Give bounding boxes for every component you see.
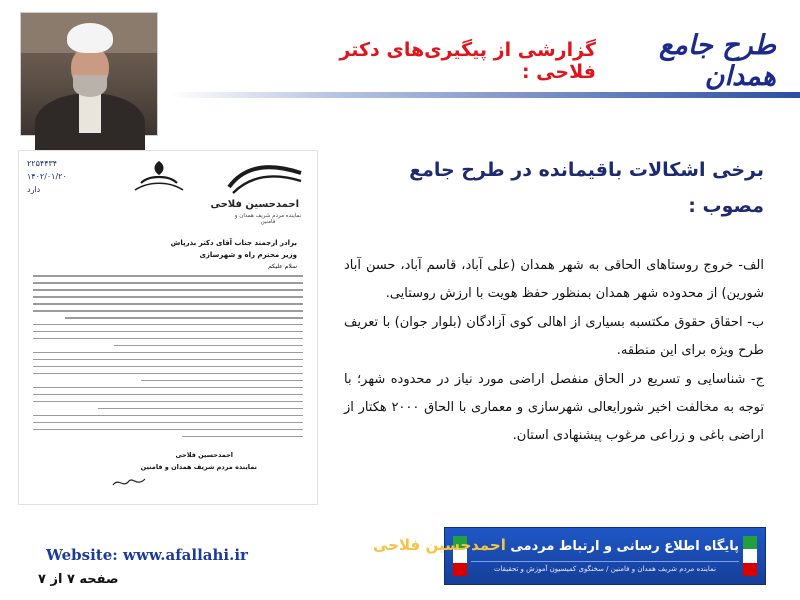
iran-flag-icon	[743, 536, 757, 576]
letter-signature-title: نماینده مردم شریف همدان و فامنین	[140, 463, 257, 471]
parliament-logo-icon	[127, 157, 191, 197]
website-link[interactable]: Website: www.afallahi.ir	[46, 546, 248, 564]
banner-divider	[471, 561, 739, 562]
banner-name: احمدحسین فلاحی	[373, 536, 506, 554]
letter-signature-name: احمدحسین فلاحی	[175, 451, 233, 459]
letter-reference: ۲۲۵۴۴۳۴ ۱۴۰۲/۰۱/۲۰ دارد	[27, 159, 67, 194]
page-number: صفحه ۷ از ۷	[38, 572, 119, 587]
content-item: ب- احقاق حقوق مکتسبه بسیاری از اهالی کوی آزادگان (بلوار جوان) با تعریف طرح ویژه برای این منطقه.	[344, 314, 764, 359]
letter-sender-name: احمدحسین فلاحی	[210, 199, 299, 210]
letter-body	[33, 275, 303, 443]
scanned-letter	[18, 150, 318, 505]
footer-banner	[373, 527, 766, 585]
content-item: ج- شناسایی و تسریع در الحاق منفصل اراضی مورد نیاز در محدوده شهر؛ با توجه به مخالفت اخیر شورایعالی شهرسازی و معماری با الحاق ۲۰۰۰ هکتار از اراضی باغی و زراعی مرغوب پیشنهادی استان.	[344, 371, 765, 444]
sender-logo-icon	[225, 159, 305, 199]
report-label: گزارشی از پیگیری‌های دکتر فلاحی :	[339, 39, 596, 83]
project-title: طرح جامع همدان	[659, 30, 776, 92]
content-body	[344, 252, 764, 451]
banner-title	[373, 536, 739, 554]
header-divider	[170, 92, 800, 98]
content-item: الف- خروج روستاهای الحاقی به شهر همدان (علی آباد، قاسم آباد، حسن آباد شورین) از محدوده شهر همدان بمنظور حفظ هویت با ارزش روستایی.	[344, 258, 764, 302]
letter-salutation: سلام علیکم	[268, 263, 297, 270]
header-title	[306, 30, 776, 92]
banner-subtitle: نماینده مردم شریف همدان و فامنین / سخنگوی کمیسیون آموزش و تحقیقات	[493, 565, 717, 573]
banner-prefix: پایگاه اطلاع رسانی و ارتباط مردمی	[510, 539, 739, 554]
signature-scribble-icon	[111, 475, 147, 489]
letter-address: برادر ارجمند جناب آقای دکتر بذرپاش وزیر محترم راه و شهرسازی	[170, 239, 297, 259]
portrait-photo	[20, 12, 158, 136]
letter-sender-subtitle: نماینده مردم شریف همدان و فامنین	[234, 213, 302, 225]
content-heading: برخی اشکالات باقیمانده در طرح جامع مصوب :	[409, 159, 764, 217]
